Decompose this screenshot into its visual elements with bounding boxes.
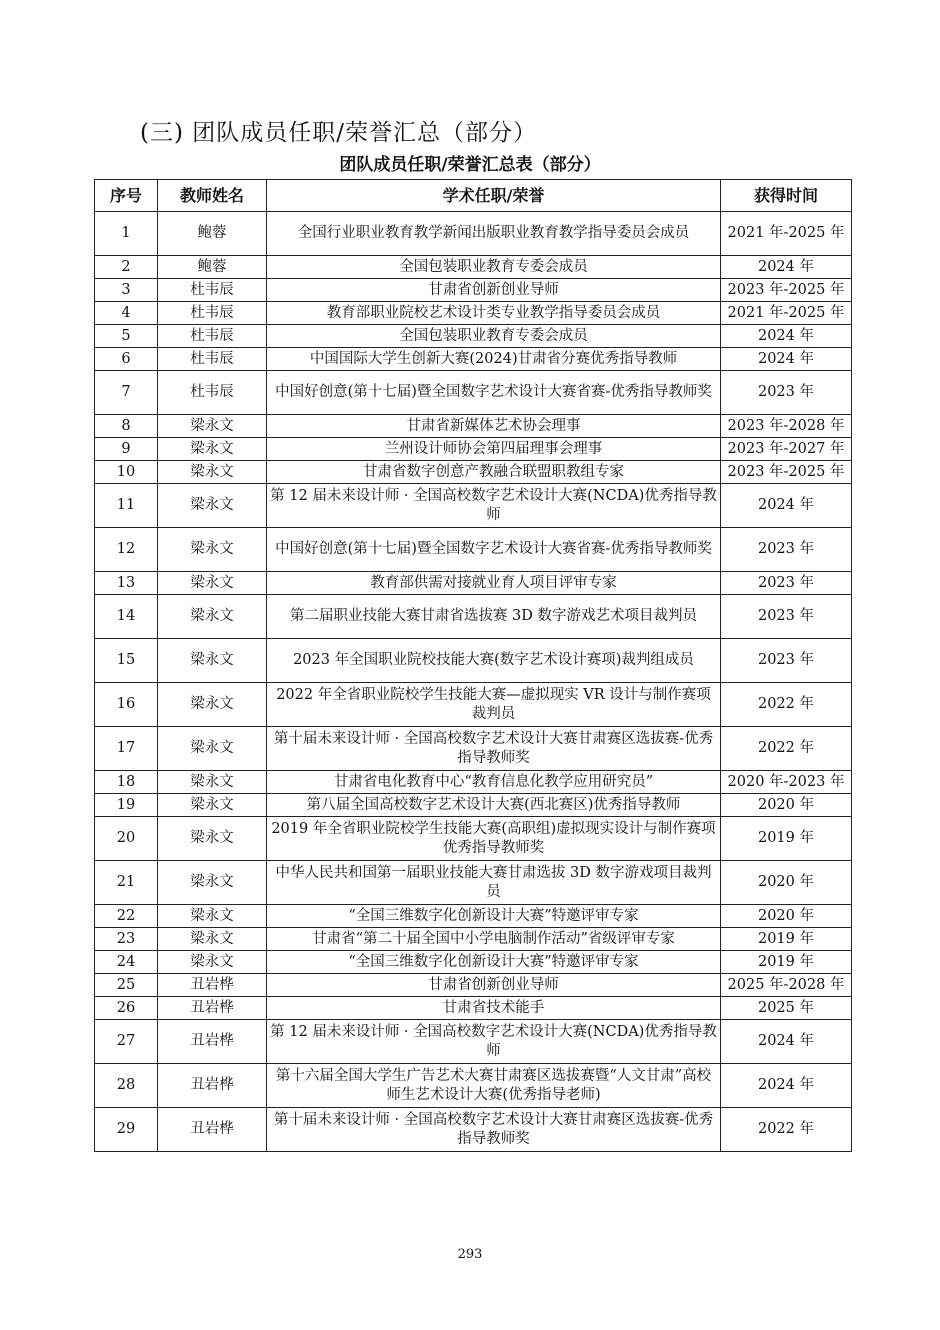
award-date: 2025 年 [721, 997, 852, 1020]
honor-title: 兰州设计师协会第四届理事会理事 [267, 438, 721, 461]
award-date: 2021 年-2025 年 [721, 212, 852, 256]
row-number: 25 [95, 974, 158, 997]
award-date: 2023 年 [721, 371, 852, 415]
teacher-name: 鲍蓉 [158, 212, 267, 256]
row-number: 11 [95, 484, 158, 528]
award-date: 2023 年-2028 年 [721, 415, 852, 438]
award-date: 2022 年 [721, 1108, 852, 1152]
honor-title: 全国行业职业教育教学新闻出版职业教育教学指导委员会成员 [267, 212, 721, 256]
award-date: 2020 年 [721, 861, 852, 905]
honor-title: 中国好创意(第十七届)暨全国数字艺术设计大赛省赛-优秀指导教师奖 [267, 371, 721, 415]
table-row [95, 325, 852, 348]
teacher-name: 梁永文 [158, 461, 267, 484]
table-row [95, 771, 852, 794]
column-header-date: 获得时间 [721, 180, 852, 212]
award-date: 2023 年-2027 年 [721, 438, 852, 461]
award-date: 2022 年 [721, 727, 852, 771]
honor-title: “全国三维数字化创新设计大赛”特邀评审专家 [267, 951, 721, 974]
honor-title: 第十届未来设计师 · 全国高校数字艺术设计大赛甘肃赛区选拔赛-优秀指导教师奖 [267, 727, 721, 771]
table-row [95, 974, 852, 997]
table-row [95, 415, 852, 438]
row-number: 7 [95, 371, 158, 415]
table-row [95, 348, 852, 371]
teacher-name: 梁永文 [158, 639, 267, 683]
row-number: 22 [95, 905, 158, 928]
row-number: 28 [95, 1064, 158, 1108]
teacher-name: 丑岩桦 [158, 974, 267, 997]
award-date: 2019 年 [721, 817, 852, 861]
award-date: 2024 年 [721, 325, 852, 348]
honor-title: 2019 年全省职业院校学生技能大赛(高职组)虚拟现实设计与制作赛项优秀指导教师奖 [267, 817, 721, 861]
honor-title: 全国包装职业教育专委会成员 [267, 325, 721, 348]
row-number: 23 [95, 928, 158, 951]
teacher-name: 梁永文 [158, 928, 267, 951]
award-date: 2019 年 [721, 951, 852, 974]
award-date: 2023 年 [721, 639, 852, 683]
row-number: 17 [95, 727, 158, 771]
column-header-teacher: 教师姓名 [158, 180, 267, 212]
teacher-name: 梁永文 [158, 683, 267, 727]
column-header-honor: 学术任职/荣誉 [267, 180, 721, 212]
row-number: 8 [95, 415, 158, 438]
table-row [95, 1064, 852, 1108]
honor-title: 第十六届全国大学生广告艺术大赛甘肃赛区选拔赛暨“人文甘肃”高校师生艺术设计大赛(优秀指导老师) [267, 1064, 721, 1108]
row-number: 21 [95, 861, 158, 905]
table-row [95, 302, 852, 325]
row-number: 20 [95, 817, 158, 861]
teacher-name: 梁永文 [158, 794, 267, 817]
row-number: 19 [95, 794, 158, 817]
honor-title: 第十届未来设计师 · 全国高校数字艺术设计大赛甘肃赛区选拔赛-优秀指导教师奖 [267, 1108, 721, 1152]
teacher-name: 丑岩桦 [158, 1020, 267, 1064]
honor-title: 甘肃省“第二十届全国中小学电脑制作活动”省级评审专家 [267, 928, 721, 951]
row-number: 6 [95, 348, 158, 371]
teacher-name: 梁永文 [158, 951, 267, 974]
row-number: 14 [95, 595, 158, 639]
honor-title: 教育部供需对接就业育人项目评审专家 [267, 572, 721, 595]
row-number: 12 [95, 528, 158, 572]
award-date: 2024 年 [721, 256, 852, 279]
row-number: 26 [95, 997, 158, 1020]
award-date: 2023 年 [721, 528, 852, 572]
honor-title: 甘肃省创新创业导师 [267, 974, 721, 997]
column-header-number: 序号 [95, 180, 158, 212]
table-row [95, 461, 852, 484]
teacher-name: 梁永文 [158, 727, 267, 771]
row-number: 16 [95, 683, 158, 727]
table-row [95, 371, 852, 415]
row-number: 27 [95, 1020, 158, 1064]
table-row [95, 928, 852, 951]
table-row [95, 256, 852, 279]
teacher-name: 杜韦辰 [158, 371, 267, 415]
row-number: 29 [95, 1108, 158, 1152]
table-row [95, 279, 852, 302]
award-date: 2023 年 [721, 595, 852, 639]
honor-title: 甘肃省新媒体艺术协会理事 [267, 415, 721, 438]
teacher-name: 梁永文 [158, 861, 267, 905]
teacher-name: 梁永文 [158, 771, 267, 794]
teacher-name: 梁永文 [158, 595, 267, 639]
table-row [95, 951, 852, 974]
table-row [95, 997, 852, 1020]
section-heading: (三) 团队成员任职/荣誉汇总（部分） [140, 120, 538, 146]
teacher-name: 杜韦辰 [158, 279, 267, 302]
row-number: 15 [95, 639, 158, 683]
row-number: 24 [95, 951, 158, 974]
teacher-name: 杜韦辰 [158, 325, 267, 348]
teacher-name: 鲍蓉 [158, 256, 267, 279]
award-date: 2020 年-2023 年 [721, 771, 852, 794]
honor-title: 教育部职业院校艺术设计类专业教学指导委员会成员 [267, 302, 721, 325]
table-row [95, 484, 852, 528]
honors-table [94, 179, 852, 1152]
table-header-row [95, 180, 852, 212]
row-number: 18 [95, 771, 158, 794]
honor-title: 甘肃省数字创意产教融合联盟职教组专家 [267, 461, 721, 484]
table-row [95, 1108, 852, 1152]
table-row [95, 528, 852, 572]
award-date: 2022 年 [721, 683, 852, 727]
row-number: 9 [95, 438, 158, 461]
honor-title: 第 12 届未来设计师 · 全国高校数字艺术设计大赛(NCDA)优秀指导教师 [267, 1020, 721, 1064]
row-number: 1 [95, 212, 158, 256]
award-date: 2023 年-2025 年 [721, 279, 852, 302]
award-date: 2024 年 [721, 1064, 852, 1108]
teacher-name: 梁永文 [158, 572, 267, 595]
teacher-name: 梁永文 [158, 484, 267, 528]
honor-title: 甘肃省技术能手 [267, 997, 721, 1020]
teacher-name: 丑岩桦 [158, 997, 267, 1020]
row-number: 4 [95, 302, 158, 325]
honor-title: 甘肃省创新创业导师 [267, 279, 721, 302]
table-row [95, 727, 852, 771]
table-row [95, 905, 852, 928]
row-number: 5 [95, 325, 158, 348]
table-row [95, 1020, 852, 1064]
table-title: 团队成员任职/荣誉汇总表（部分） [339, 155, 601, 175]
table-row [95, 639, 852, 683]
row-number: 13 [95, 572, 158, 595]
award-date: 2020 年 [721, 794, 852, 817]
honor-title: 甘肃省电化教育中心“教育信息化教学应用研究员” [267, 771, 721, 794]
table-row [95, 438, 852, 461]
teacher-name: 梁永文 [158, 415, 267, 438]
honor-title: 第二届职业技能大赛甘肃省选拔赛 3D 数字游戏艺术项目裁判员 [267, 595, 721, 639]
honor-title: 中国好创意(第十七届)暨全国数字艺术设计大赛省赛-优秀指导教师奖 [267, 528, 721, 572]
honor-title: 全国包装职业教育专委会成员 [267, 256, 721, 279]
teacher-name: 丑岩桦 [158, 1108, 267, 1152]
award-date: 2024 年 [721, 348, 852, 371]
teacher-name: 梁永文 [158, 438, 267, 461]
row-number: 10 [95, 461, 158, 484]
award-date: 2021 年-2025 年 [721, 302, 852, 325]
award-date: 2023 年 [721, 572, 852, 595]
table-row [95, 212, 852, 256]
table-row [95, 572, 852, 595]
honor-title: 第 12 届未来设计师 · 全国高校数字艺术设计大赛(NCDA)优秀指导教师 [267, 484, 721, 528]
table-row [95, 794, 852, 817]
row-number: 2 [95, 256, 158, 279]
honor-title: 第八届全国高校数字艺术设计大赛(西北赛区)优秀指导教师 [267, 794, 721, 817]
award-date: 2020 年 [721, 905, 852, 928]
award-date: 2024 年 [721, 484, 852, 528]
teacher-name: 杜韦辰 [158, 302, 267, 325]
honor-title: 2022 年全省职业院校学生技能大赛—虚拟现实 VR 设计与制作赛项裁判员 [267, 683, 721, 727]
award-date: 2019 年 [721, 928, 852, 951]
honor-title: “全国三维数字化创新设计大赛”特邀评审专家 [267, 905, 721, 928]
teacher-name: 梁永文 [158, 817, 267, 861]
page-number: 293 [457, 1247, 483, 1262]
teacher-name: 杜韦辰 [158, 348, 267, 371]
table-row [95, 683, 852, 727]
award-date: 2024 年 [721, 1020, 852, 1064]
table-row [95, 817, 852, 861]
award-date: 2023 年-2025 年 [721, 461, 852, 484]
award-date: 2025 年-2028 年 [721, 974, 852, 997]
honor-title: 2023 年全国职业院校技能大赛(数字艺术设计赛项)裁判组成员 [267, 639, 721, 683]
teacher-name: 梁永文 [158, 528, 267, 572]
honor-title: 中华人民共和国第一届职业技能大赛甘肃选拔 3D 数字游戏项目裁判员 [267, 861, 721, 905]
teacher-name: 梁永文 [158, 905, 267, 928]
table-row [95, 595, 852, 639]
table-body [95, 212, 852, 1152]
teacher-name: 丑岩桦 [158, 1064, 267, 1108]
table-row [95, 861, 852, 905]
honor-title: 中国国际大学生创新大赛(2024)甘肃省分赛优秀指导教师 [267, 348, 721, 371]
row-number: 3 [95, 279, 158, 302]
